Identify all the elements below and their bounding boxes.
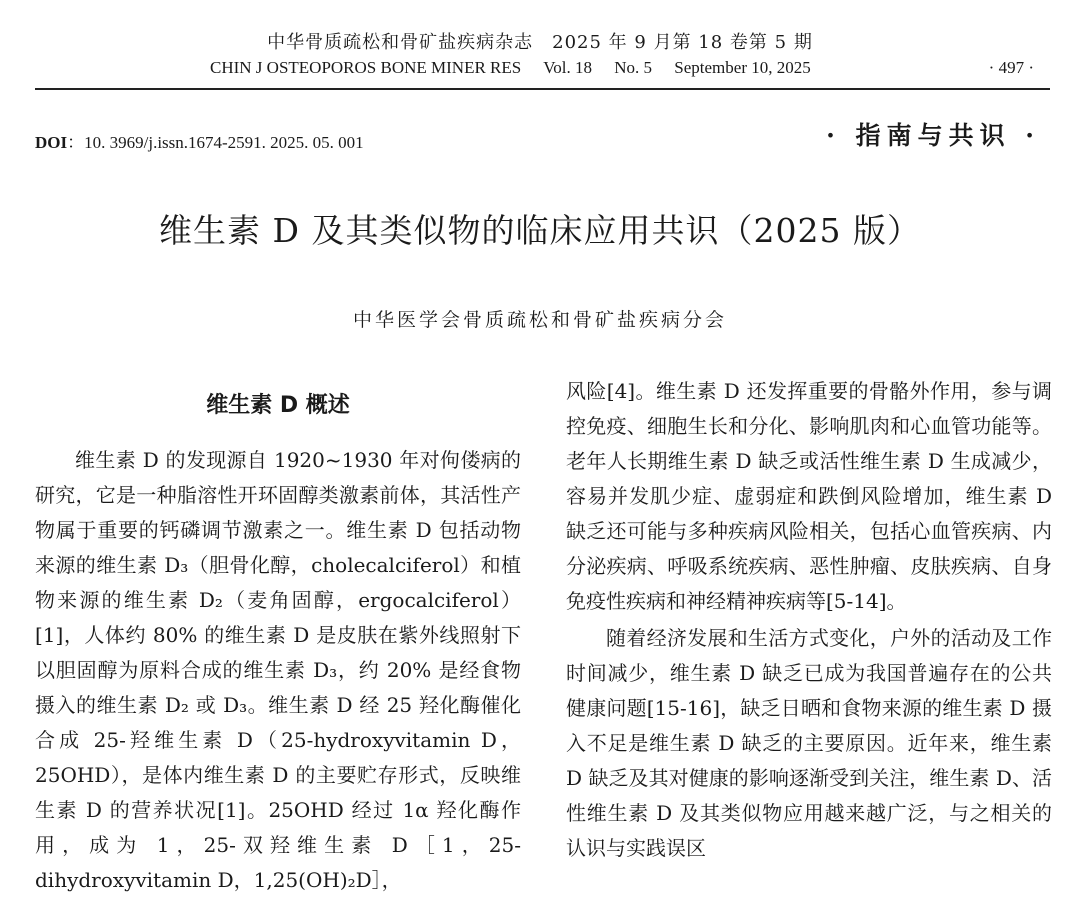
article-title: 维生素 D 及其类似物的临床应用共识（2025 版） (159, 211, 921, 250)
section-tag: · 指南与共识 · (826, 121, 1040, 150)
journal-number: No. 5 (614, 58, 653, 77)
journal-name-en: CHIN J OSTEOPOROS BONE MINER RES (210, 58, 522, 77)
section-heading: 维生素 D 概述 (206, 393, 350, 418)
header-rule (35, 88, 1050, 90)
journal-header-chinese: 中华骨质疏松和骨矿盐疾病杂志 2025 年 9 月第 18 卷第 5 期 (267, 32, 813, 53)
page-number: · 497 · (988, 58, 1034, 77)
left-column (35, 374, 521, 898)
body-paragraph: 维生素 D 的发现源自 1920~1930 年对佝偻病的研究，它是一种脂溶性开环固醇类激素前体，其活性产物属于重要的钙磷调节激素之一。维生素 D 包括动物来源的维生素 D₃（胆骨化醇，cholecalciferol）和植物来源的维生素 D₂（麦角固醇，ergocalciferol）[1]，人体约 80% 的维生素 D 是皮肤在紫外线照射下以胆固醇为原料合成的维生素 D₃，约 20% 是经食物摄入的维生素 D₂ 或 D₃。维生素 D 经 25 羟化酶催化合成 25-羟维生素 D（25-hydroxyvitamin D，25OHD），是体内维生素 D 的主要贮存形式，反映维生素 D 的营养状况[1]。25OHD 经过 1α 羟化酶作用，成为 1，25-双羟维生素 D［1，25-dihydroxyvitamin D，1,25(OH)₂D］， (35, 448, 521, 892)
journal-date: September 10, 2025 (674, 58, 811, 77)
doi-label: DOI (35, 133, 68, 152)
body-paragraph-continued: 风险[4]。维生素 D 还发挥重要的骨骼外作用，参与调控免疫、细胞生长和分化、影响肌肉和心血管功能等。老年人长期维生素 D 缺乏或活性维生素 D 生成减少，容易并发肌少症、虚弱症和跌倒风险增加，维生素 D 缺乏还可能与多种疾病风险相关，包括心血管疾病、内分泌疾病、呼吸系统疾病、恶性肿瘤、皮肤疾病、自身免疫性疾病和神经精神疾病等[5-14]。 (566, 379, 1052, 613)
body-paragraph: 随着经济发展和生活方式变化，户外的活动及工作时间减少，维生素 D 缺乏已成为我国普遍存在的公共健康问题[15-16]，缺乏日晒和食物来源的维生素 D 摄入不足是维生素 D 缺乏的主要原因。近年来，维生素 D 缺乏及其对健康的影响逐渐受到关注，维生素 D、活性维生素 D 及其类似物应用越来越广泛，与之相关的认识与实践误区 (566, 626, 1052, 860)
journal-header-english (210, 58, 890, 78)
journal-volume: Vol. 18 (543, 58, 592, 77)
doi-line (35, 128, 364, 153)
right-column (566, 374, 1052, 866)
article-author: 中华医学会骨质疏松和骨矿盐疾病分会 (352, 309, 727, 331)
doi-separator: ： (67, 133, 85, 152)
doi-value: 10. 3969/j.issn.1674-2591. 2025. 05. 001 (84, 133, 364, 152)
